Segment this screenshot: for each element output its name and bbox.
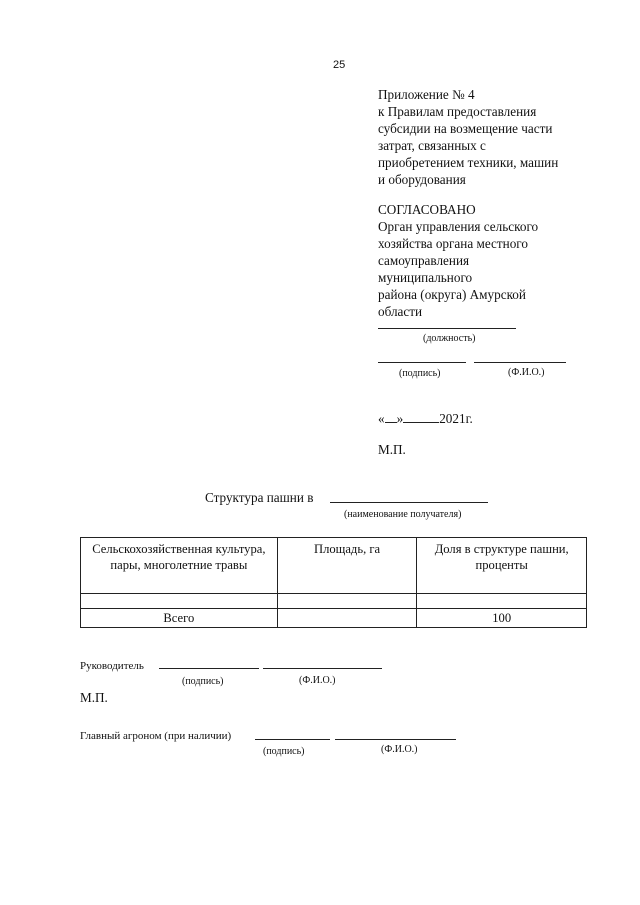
approval-line: хозяйства органа местного bbox=[378, 236, 528, 251]
approval-signature-line[interactable] bbox=[378, 362, 466, 363]
total-label-cell: Всего bbox=[81, 609, 278, 628]
date-year: 2021г. bbox=[439, 411, 473, 426]
head-label: Руководитель bbox=[80, 660, 144, 672]
agronomist-signature-line[interactable] bbox=[255, 739, 330, 740]
annex-line: приобретением техники, машин bbox=[378, 155, 559, 170]
date-day-field[interactable] bbox=[385, 410, 397, 423]
position-caption: (должность) bbox=[423, 333, 476, 344]
table-cell[interactable] bbox=[417, 594, 587, 609]
agronomist-signature-caption: (подпись) bbox=[263, 746, 305, 757]
annex-heading bbox=[378, 86, 618, 188]
head-name-caption: (Ф.И.О.) bbox=[299, 675, 336, 686]
total-share-cell: 100 bbox=[417, 609, 587, 628]
table-total-row bbox=[81, 609, 587, 628]
approval-name-line[interactable] bbox=[474, 362, 566, 363]
approval-line: области bbox=[378, 304, 423, 319]
approval-stamp: М.П. bbox=[378, 442, 406, 457]
column-header-crop: Сельскохозяйственная культура, пары, многолетние травы bbox=[81, 538, 278, 594]
head-signature-caption: (подпись) bbox=[182, 676, 224, 687]
position-field-line[interactable] bbox=[378, 328, 516, 329]
head-signature-line[interactable] bbox=[159, 668, 259, 669]
annex-line: и оборудования bbox=[378, 172, 466, 187]
table-row bbox=[81, 594, 587, 609]
structure-table bbox=[80, 537, 587, 628]
date-month-field[interactable] bbox=[403, 410, 439, 423]
table-header-row bbox=[81, 538, 587, 594]
agronomist-label: Главный агроном (при наличии) bbox=[80, 730, 232, 742]
recipient-caption: (наименование получателя) bbox=[344, 509, 462, 520]
total-area-cell[interactable] bbox=[277, 609, 417, 628]
structure-title: Структура пашни в bbox=[205, 490, 314, 505]
table-cell[interactable] bbox=[277, 594, 417, 609]
agronomist-name-caption: (Ф.И.О.) bbox=[381, 744, 418, 755]
recipient-field-line[interactable] bbox=[330, 502, 488, 503]
approval-line: самоуправления bbox=[378, 253, 470, 268]
table-cell[interactable] bbox=[81, 594, 278, 609]
approval-signature-caption: (подпись) bbox=[399, 368, 441, 379]
annex-line: затрат, связанных с bbox=[378, 138, 486, 153]
approval-block bbox=[378, 201, 618, 320]
column-header-area: Площадь, га bbox=[277, 538, 417, 594]
annex-line: Приложение № 4 bbox=[378, 87, 475, 102]
annex-line: к Правилам предоставления bbox=[378, 104, 537, 119]
approval-heading: СОГЛАСОВАНО bbox=[378, 202, 476, 217]
approval-line: Орган управления сельского bbox=[378, 219, 539, 234]
head-name-line[interactable] bbox=[263, 668, 382, 669]
date-quote-close: » bbox=[396, 411, 404, 426]
head-stamp: М.П. bbox=[80, 690, 108, 705]
date-quote-open: « bbox=[378, 411, 385, 426]
approval-date bbox=[378, 410, 473, 427]
annex-line: субсидии на возмещение части bbox=[378, 121, 553, 136]
agronomist-name-line[interactable] bbox=[335, 739, 456, 740]
page-number: 25 bbox=[333, 59, 346, 71]
approval-line: района (округа) Амурской bbox=[378, 287, 526, 302]
approval-line: муниципального bbox=[378, 270, 473, 285]
column-header-share: Доля в структуре пашни, проценты bbox=[417, 538, 587, 594]
approval-name-caption: (Ф.И.О.) bbox=[508, 367, 545, 378]
